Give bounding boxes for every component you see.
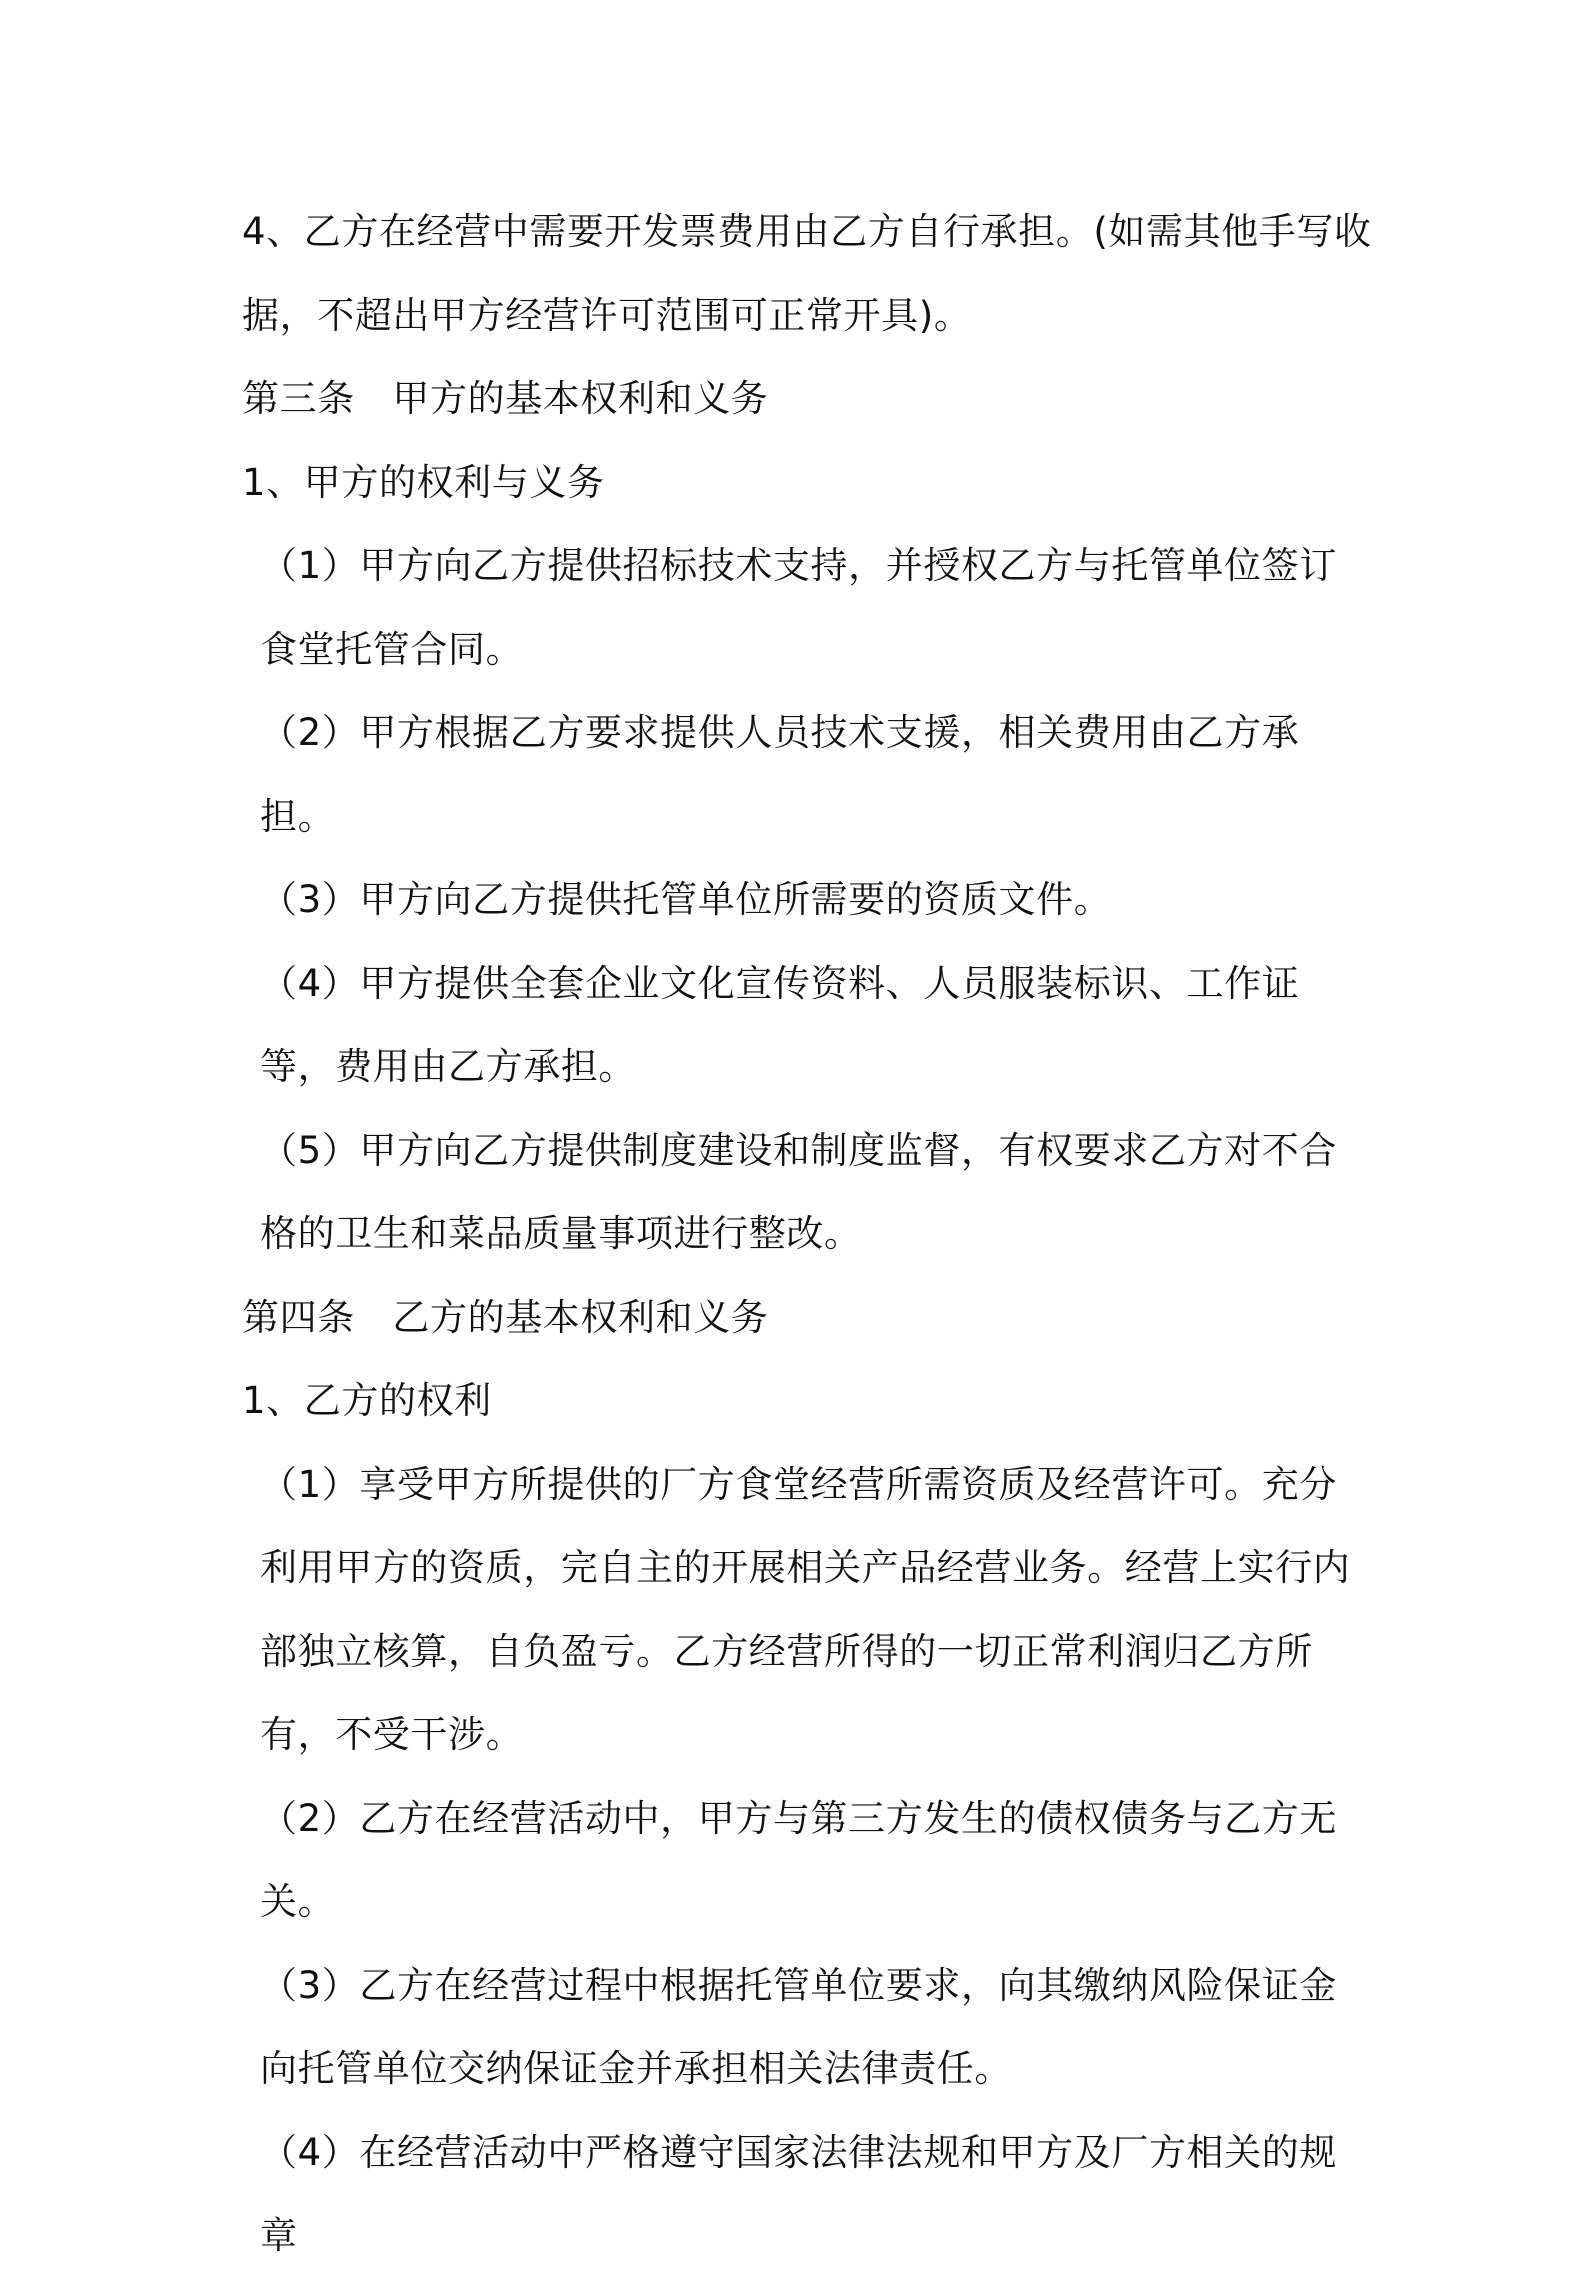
party-b-item-3: （3）乙方在经营过程中根据托管单位要求，向其缴纳风险保证金向托管单位交纳保证金并承担相关法律责任。 <box>260 1963 1337 2090</box>
document-body <box>242 190 1372 2278</box>
paragraph-invoice-cost: 4、乙方在经营中需要开发票费用由乙方自行承担。(如需其他手写收据，不超出甲方经营许可范围可正常开具)。 <box>242 210 1372 337</box>
party-b-rights-heading: 1、乙方的权利 <box>242 1379 492 1422</box>
party-a-item-3: （3）甲方向乙方提供托管单位所需要的资质文件。 <box>260 878 1112 921</box>
party-a-item-4: （4）甲方提供全套企业文化宣传资料、人员服装标识、工作证等，费用由乙方承担。 <box>260 961 1300 1088</box>
article-four-heading: 第四条 乙方的基本权利和义务 <box>242 1295 769 1339</box>
party-a-item-2: （2）甲方根据乙方要求提供人员技术支援，相关费用由乙方承担。 <box>260 711 1300 838</box>
party-a-item-1: （1）甲方向乙方提供招标技术支持，并授权乙方与托管单位签订食堂托管合同。 <box>260 544 1337 671</box>
article-three-heading: 第三条 甲方的基本权利和义务 <box>242 377 769 420</box>
party-a-rights-heading: 1、甲方的权利与义务 <box>242 460 605 504</box>
party-a-item-5: （5）甲方向乙方提供制度建设和制度监督，有权要求乙方对不合格的卫生和菜品质量事项进行整改。 <box>260 1128 1337 1255</box>
party-b-item-4: （4）在经营活动中严格遵守国家法律法规和甲方及厂方相关的规章 <box>260 2130 1337 2257</box>
party-b-item-1: （1）享受甲方所提供的厂方食堂经营所需资质及经营许可。充分利用甲方的资质，完自主的开展相关产品经营业务。经营上实行内部独立核算，自负盈亏。乙方经营所得的一切正常利润归乙方所有，不受干涉。 <box>260 1462 1351 1756</box>
party-b-item-2: （2）乙方在经营活动中，甲方与第三方发生的债权债务与乙方无关。 <box>260 1796 1337 1923</box>
